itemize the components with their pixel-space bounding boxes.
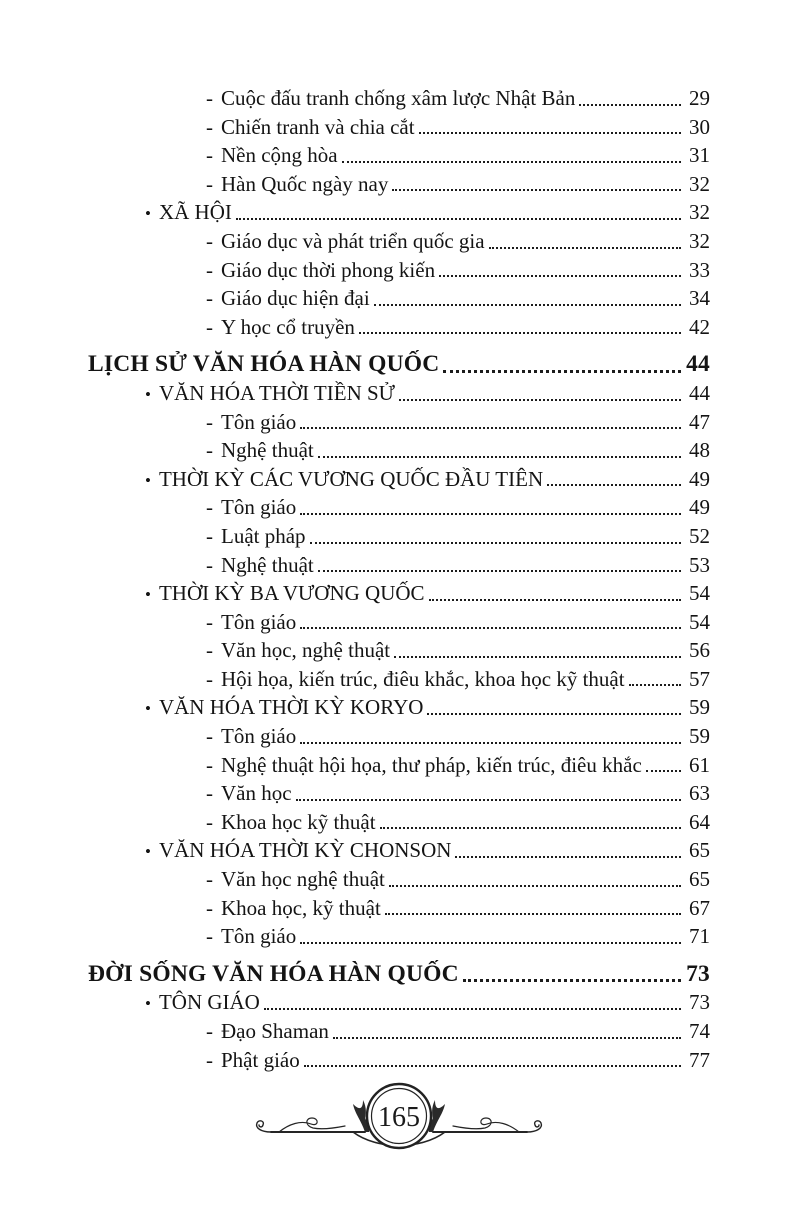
dash-marker: - (206, 724, 213, 749)
toc-entry-label: Phật giáo (221, 1047, 300, 1072)
dot-leader (342, 161, 681, 163)
toc-entry-page: 48 (689, 438, 710, 463)
toc-entry-page: 67 (689, 895, 710, 920)
toc-entry-label: Tôn giáo (221, 924, 297, 949)
dot-leader (443, 370, 681, 373)
toc-entry (88, 779, 710, 808)
bullet-marker: • (145, 585, 151, 605)
bullet-marker: • (145, 842, 151, 862)
dot-leader (310, 542, 681, 544)
toc-entry-page: 32 (689, 171, 710, 196)
toc-entry-label: THỜI KỲ BA VƯƠNG QUỐC (158, 581, 425, 606)
dot-leader (385, 913, 681, 915)
toc-entry-page: 32 (689, 228, 710, 253)
toc-entry-label: Nền cộng hòa (221, 143, 338, 168)
toc-entry-page: 71 (689, 924, 710, 949)
dot-leader (264, 1008, 681, 1010)
toc-entry (88, 256, 710, 285)
bullet-marker: • (145, 384, 151, 404)
bullet-marker: • (145, 204, 151, 224)
dot-leader (646, 770, 681, 772)
toc-entry-label: Y học cổ truyền (221, 314, 355, 339)
toc-entry (88, 960, 710, 989)
dot-leader (374, 304, 681, 306)
toc-entry-label: Văn học (221, 781, 292, 806)
dot-leader (392, 189, 681, 191)
toc-entry-page: 65 (689, 867, 710, 892)
toc-entry (88, 408, 710, 437)
toc-entry (88, 1017, 710, 1046)
dot-leader (429, 599, 681, 601)
toc-entry-page: 61 (689, 752, 710, 777)
toc-entry (88, 922, 710, 951)
dot-leader (629, 684, 681, 686)
toc-entry-label: VĂN HÓA THỜI TIỀN SỬ (158, 380, 395, 405)
dot-leader (463, 979, 681, 982)
dash-marker: - (206, 552, 213, 577)
toc-entry-page: 56 (689, 638, 710, 663)
dash-marker: - (206, 143, 213, 168)
dash-marker: - (206, 895, 213, 920)
dot-leader (427, 713, 681, 715)
toc-entry-label: LỊCH SỬ VĂN HÓA HÀN QUỐC (88, 351, 440, 378)
toc-entry (88, 313, 710, 342)
dash-marker: - (206, 924, 213, 949)
dash-marker: - (206, 609, 213, 634)
toc-entry (88, 170, 710, 199)
toc-entry-label: Khoa học, kỹ thuật (221, 895, 381, 920)
toc-entry-page: 44 (689, 380, 710, 405)
dash-marker: - (206, 638, 213, 663)
toc-entry (88, 198, 710, 227)
dash-marker: - (206, 286, 213, 311)
toc-entry-label: Nghệ thuật (221, 552, 314, 577)
toc-entry-label: Tôn giáo (221, 409, 297, 434)
toc-entry-page: 30 (689, 114, 710, 139)
toc-entry-page: 32 (689, 200, 710, 225)
dot-leader (300, 627, 681, 629)
toc-entry (88, 522, 710, 551)
toc-entry-page: 34 (689, 286, 710, 311)
toc-entry (88, 227, 710, 256)
dash-marker: - (206, 257, 213, 282)
toc-entry-page: 63 (689, 781, 710, 806)
toc-entry-page: 53 (689, 552, 710, 577)
bullet-marker: • (145, 699, 151, 719)
toc-entry (88, 808, 710, 837)
dot-leader (318, 456, 681, 458)
dash-marker: - (206, 114, 213, 139)
dot-leader (333, 1037, 681, 1039)
dot-leader (300, 942, 681, 944)
toc-entry-page: 59 (689, 724, 710, 749)
dash-marker: - (206, 228, 213, 253)
table-of-contents (88, 84, 710, 1074)
toc-entry-label: VĂN HÓA THỜI KỲ KORYO (158, 695, 424, 720)
dot-leader (547, 484, 681, 486)
toc-entry (88, 579, 710, 608)
dash-marker: - (206, 1019, 213, 1043)
toc-entry-label: Tôn giáo (221, 495, 297, 520)
dash-marker: - (206, 314, 213, 339)
toc-entry-label: Chiến tranh và chia cắt (221, 114, 415, 139)
dot-leader (399, 399, 681, 401)
dot-leader (304, 1065, 681, 1067)
toc-entry-label: VĂN HÓA THỜI KỲ CHONSON (158, 838, 452, 863)
toc-entry (88, 436, 710, 465)
page-number: 165 (378, 1102, 420, 1133)
toc-entry (88, 84, 710, 113)
toc-entry (88, 836, 710, 865)
dot-leader (318, 570, 681, 572)
dot-leader (489, 247, 681, 249)
dot-leader (236, 218, 681, 220)
toc-entry-page: 44 (686, 351, 710, 378)
toc-entry-page: 42 (689, 314, 710, 339)
toc-entry-label: Văn học, nghệ thuật (221, 638, 391, 663)
toc-entry (88, 379, 710, 408)
toc-entry-label: Đạo Shaman (221, 1019, 329, 1043)
dot-leader (439, 275, 681, 277)
toc-entry-page: 59 (689, 695, 710, 720)
toc-entry (88, 141, 710, 170)
toc-entry-label: Cuộc đấu tranh chống xâm lược Nhật Bản (221, 86, 576, 110)
dash-marker: - (206, 781, 213, 806)
toc-entry (88, 751, 710, 780)
dot-leader (455, 856, 681, 858)
toc-entry-label: XÃ HỘI (158, 200, 232, 225)
dash-marker: - (206, 1047, 213, 1072)
toc-entry (88, 493, 710, 522)
dash-marker: - (206, 495, 213, 520)
dot-leader (419, 132, 681, 134)
toc-entry-page: 33 (689, 257, 710, 282)
footer-ornament (249, 1070, 549, 1165)
toc-entry-page: 65 (689, 838, 710, 863)
dot-leader (359, 332, 681, 334)
dash-marker: - (206, 86, 213, 110)
dash-marker: - (206, 809, 213, 834)
dot-leader (394, 656, 681, 658)
toc-entry (88, 894, 710, 923)
toc-entry-page: 31 (689, 143, 710, 168)
toc-entry-page: 64 (689, 809, 710, 834)
dot-leader (389, 885, 681, 887)
dot-leader (579, 104, 681, 106)
dot-leader (296, 799, 681, 801)
toc-entry-label: Giáo dục hiện đại (221, 286, 370, 311)
toc-entry-label: Nghệ thuật hội họa, thư pháp, kiến trúc, điêu khắc (221, 752, 642, 777)
toc-entry-label: Giáo dục và phát triển quốc gia (221, 228, 485, 253)
toc-entry (88, 284, 710, 313)
dash-marker: - (206, 666, 213, 691)
toc-entry (88, 113, 710, 142)
ornament-divider-icon (249, 1070, 549, 1165)
toc-entry-page: 57 (689, 666, 710, 691)
toc-entry (88, 465, 710, 494)
toc-entry (88, 551, 710, 580)
toc-entry-label: Tôn giáo (221, 609, 297, 634)
dash-marker: - (206, 409, 213, 434)
toc-entry (88, 608, 710, 637)
toc-entry-page: 73 (689, 990, 710, 1015)
toc-entry (88, 350, 710, 379)
toc-entry-label: Nghệ thuật (221, 438, 314, 463)
dot-leader (300, 427, 681, 429)
toc-entry-page: 77 (689, 1047, 710, 1072)
dot-leader (380, 827, 681, 829)
dash-marker: - (206, 171, 213, 196)
toc-entry-page: 73 (686, 960, 710, 987)
toc-entry-page: 52 (689, 523, 710, 548)
toc-entry-page: 54 (689, 609, 710, 634)
toc-entry (88, 693, 710, 722)
dot-leader (300, 513, 681, 515)
toc-entry-label: Hàn Quốc ngày nay (221, 171, 389, 196)
toc-entry-page: 54 (689, 581, 710, 606)
toc-entry (88, 665, 710, 694)
toc-entry-page: 47 (689, 409, 710, 434)
dash-marker: - (206, 752, 213, 777)
dash-marker: - (206, 867, 213, 892)
toc-entry-label: Văn học nghệ thuật (221, 867, 385, 892)
toc-entry-label: ĐỜI SỐNG VĂN HÓA HÀN QUỐC (88, 960, 459, 987)
dot-leader (300, 742, 681, 744)
toc-entry (88, 865, 710, 894)
toc-entry-page: 49 (689, 495, 710, 520)
toc-entry-label: Khoa học kỹ thuật (221, 809, 376, 834)
toc-entry (88, 988, 710, 1017)
bullet-marker: • (145, 470, 151, 490)
dash-marker: - (206, 523, 213, 548)
toc-entry-label: Giáo dục thời phong kiến (221, 257, 436, 282)
toc-entry (88, 722, 710, 751)
toc-entry-label: THỜI KỲ CÁC VƯƠNG QUỐC ĐẦU TIÊN (158, 466, 544, 491)
toc-entry-label: Luật pháp (221, 523, 306, 548)
bullet-marker: • (145, 994, 151, 1014)
toc-entry-label: TÔN GIÁO (158, 990, 260, 1015)
toc-entry (88, 636, 710, 665)
toc-entry-page: 49 (689, 466, 710, 491)
toc-entry-label: Hội họa, kiến trúc, điêu khắc, khoa học kỹ thuật (221, 666, 625, 691)
toc-entry-page: 29 (689, 86, 710, 110)
toc-entry-page: 74 (689, 1019, 710, 1043)
dash-marker: - (206, 438, 213, 463)
toc-entry-label: Tôn giáo (221, 724, 297, 749)
